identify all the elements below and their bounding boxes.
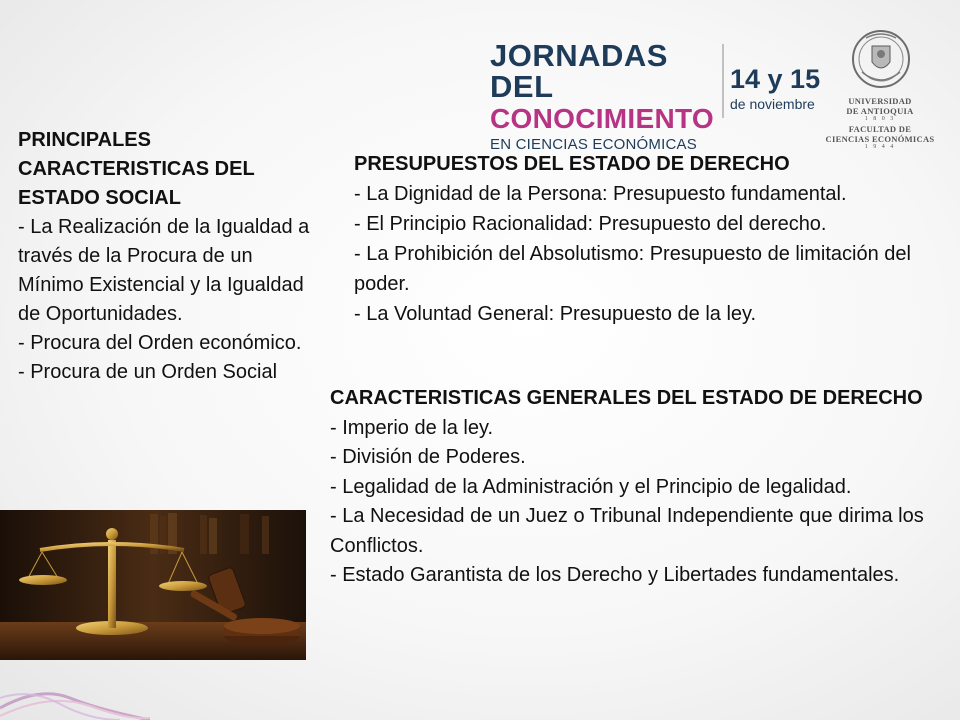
list-item: - Legalidad de la Administración y el Principio de legalidad. [330, 475, 852, 498]
logo-line3: EN CIENCIAS ECONÓMICAS [490, 136, 697, 154]
logo-line1: JORNADAS DEL [490, 38, 668, 104]
list-item: - La Prohibición del Absolutismo: Presupuesto de limitación del poder. [354, 243, 911, 295]
faculty-year: 1 9 4 4 [864, 143, 896, 150]
university-name [820, 96, 940, 151]
faculty-line1: FACULTAD DE [848, 123, 912, 134]
list-item: - División de Poderes. [330, 446, 526, 468]
list-item: - La Dignidad de la Persona: Presupuesto fundamental. [354, 183, 847, 205]
list-item: - Procura de un Orden Social [18, 361, 278, 383]
event-logo [490, 40, 720, 154]
event-month: de noviembre [730, 96, 815, 112]
list-item: - La Necesidad de un Juez o Tribunal Independiente que dirima los Conflictos. [330, 505, 924, 557]
logo-divider [722, 44, 724, 118]
list-item: - La Voluntad General: Presupuesto de la ley. [354, 303, 757, 325]
list-item: - La Realización de la Igualdad a través de la Procura de un Mínimo Existencial y la Igualdad de Oportunidades. [18, 216, 310, 325]
caracteristicas-generales-heading: CARACTERISTICAS GENERALES DEL ESTADO DE DERECHO [330, 387, 923, 409]
estado-social-heading: PRINCIPALES CARACTERISTICAS DEL ESTADO SOCIAL [18, 129, 255, 209]
presupuestos-block [354, 149, 944, 329]
event-date [730, 66, 830, 112]
university-founded: 1 8 0 3 [864, 116, 896, 123]
university-line2: DE ANTIOQUIA [846, 106, 914, 117]
event-days: 14 y 15 [730, 64, 821, 94]
logo-line2: CONOCIMIENTO [490, 103, 714, 134]
estado-social-block [18, 126, 318, 387]
scales-of-justice-gavel-icon [0, 510, 306, 660]
university-seal-icon [848, 28, 914, 90]
faculty-line2: CIENCIAS ECONÓMICAS [825, 133, 935, 144]
list-item: - Imperio de la ley. [330, 416, 494, 439]
decorative-ribbons [0, 668, 150, 720]
list-item: - El Principio Racionalidad: Presupuesto del derecho. [354, 213, 827, 235]
list-item: - Procura del Orden económico. [18, 332, 302, 354]
list-item: - Estado Garantista de los Derecho y Libertades fundamentales. [330, 564, 900, 586]
presupuestos-heading: PRESUPUESTOS DEL ESTADO DE DERECHO [354, 153, 790, 175]
university-line1: UNIVERSIDAD [848, 96, 912, 106]
caracteristicas-generales-block [330, 384, 960, 591]
